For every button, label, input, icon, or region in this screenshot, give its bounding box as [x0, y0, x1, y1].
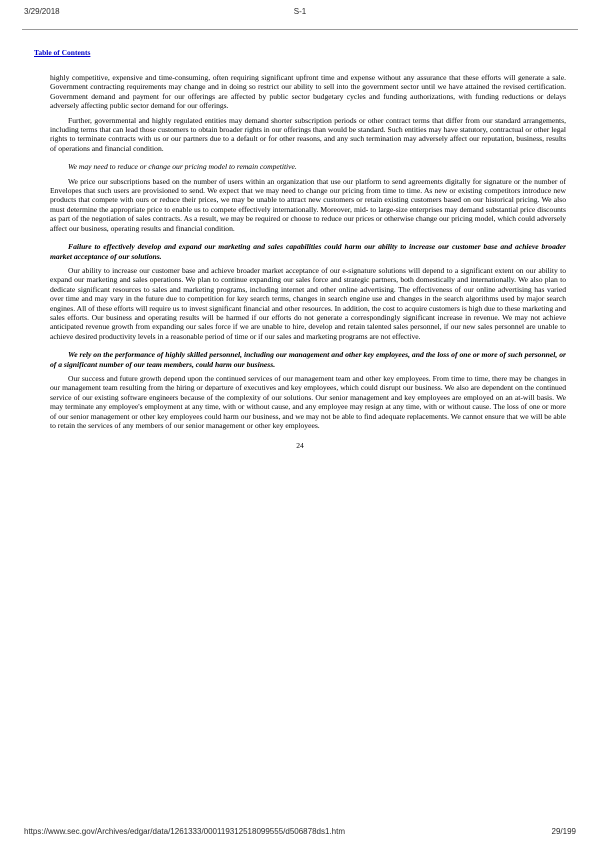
print-date: 3/29/2018 [24, 7, 60, 16]
page-number: 24 [296, 441, 304, 451]
risk-heading-key-personnel: We rely on the performance of highly skilled personnel, including our management and other key employees, and the loss of one or more of such personnel, or of a significant number of our team members, could harm our business. [50, 350, 566, 369]
print-footer [24, 827, 576, 836]
header-rule [22, 29, 578, 30]
text-blocks [24, 73, 576, 430]
table-of-contents-link[interactable]: Table of Contents [34, 48, 91, 57]
risk-heading-marketing-sales: Failure to effectively develop and expand our marketing and sales capabilities could harm our ability to increase our customer base and achieve broader market acceptance of our solutions. [50, 242, 566, 261]
page-indicator: 29/199 [551, 827, 576, 836]
paragraph-government-sales-continued: highly competitive, expensive and time-consuming, often requiring significant upfront time and expense without any assurance that these efforts will generate a sale. Government contracting requirements may change and in doing so restrict our ability to sell into the government sector until we have attained the revised certification. Government demand and payment for our offerings are affected by public sector budgetary cycles and funding authorizations, with funding reductions or delays adversely affecting public sector demand for our offerings. [50, 73, 566, 111]
paragraph-pricing-model: We price our subscriptions based on the number of users within an organization that use our platform to send agreements digitally for signature or the number of Envelopes that such users are provisioned to send. We expect that we may need to change our pricing from time to time. As new or existing competitors introduce new products that compete with ours or reduce their prices, we may be unable to attract new customers or retain existing customers based on our historical pricing. We also must determine the appropriate price to enable us to compete effectively internationally. Moreover, mid- to large-size enterprises may demand substantial price discounts as part of the negotiation of sales contracts. As a result, we may be required or choose to reduce our prices or otherwise change our pricing model, which could adversely affect our business, operating results and financial condition. [50, 176, 566, 233]
document-type-label: S-1 [293, 7, 307, 16]
paragraph-marketing-sales: Our ability to increase our customer base and achieve broader market acceptance of our e-signature solutions will depend to a significant extent on our ability to expand our marketing and sales operations. We plan to continue expanding our sales force and strategic partners, both domestically and internationally. We also plan to dedicate significant resources to sales and marketing programs, including internet and other online advertising. The effectiveness of our online advertising has varied over time and may vary in the future due to competition for key search terms, changes in search engine use and changes in the search algorithms used by major search engines. All of these efforts will require us to invest significant financial and other resources. In addition, the cost to acquire customers is high due to these marketing and sales efforts. Our business and operating results will be harmed if our efforts do not generate a correspondingly significant increase in revenue. We may not achieve anticipated revenue growth from expanding our sales force if we are unable to hire, develop and retain talented sales personnel, if our new sales personnel are unable to achieve desired productivity levels in a reasonable period of time or if our sales and marketing programs are not effective. [50, 265, 566, 341]
paragraph-key-personnel: Our success and future growth depend upon the continued services of our management team and other key employees. From time to time, there may be changes in our management team resulting from the hiring or departure of executives and key employees, which could disrupt our business. We also are dependent on the continued service of our existing software engineers because of the complexity of our solutions. Our senior management and key employees are employed on an at-will basis. We may terminate any employee's employment at any time, with or without cause, and any employee may resign at any time, with or without cause. The loss of one or more of our senior management or other key employees could harm our business, and we may not be able to find adequate replacements. We cannot ensure that we will be able to retain the services of any members of our senior management or other key employees. [50, 373, 566, 430]
risk-heading-pricing-model: We may need to reduce or change our pricing model to remain competitive. [68, 162, 297, 172]
document-body [24, 42, 576, 450]
paragraph-government-entities: Further, governmental and highly regulated entities may demand shorter subscription periods or other contract terms that differ from our standard arrangements, including terms that can lead those customers to obtain broader rights in our offerings than would be standard. Such entities may have statutory, contractual or other legal rights to terminate contracts with us or our partners due to a default or for other reasons, and any such termination may adversely affect our reputation, business, results of operations and financial condition. [50, 115, 566, 153]
print-header [24, 7, 576, 16]
source-url: https://www.sec.gov/Archives/edgar/data/1261333/000119312518099555/d506878ds1.htm [24, 827, 345, 836]
